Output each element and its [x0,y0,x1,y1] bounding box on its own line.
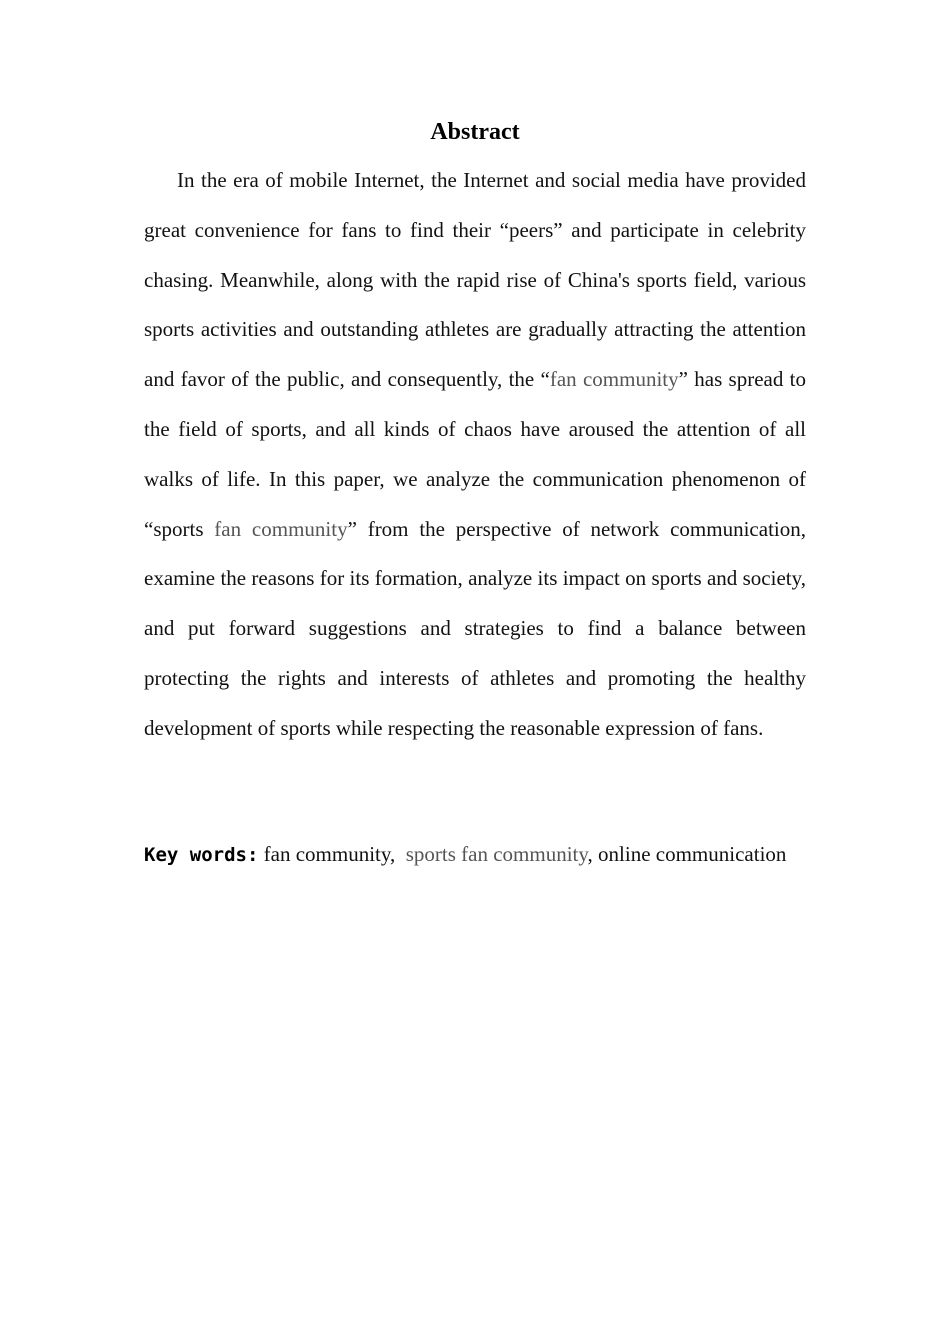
abstract-text-part: ” from the perspective of network communication, examine the reasons for its formation, analyze its impact on sports and society, and put forward suggestions and strategies to find a balance between protecting the rights and interests of athletes and promoting the healthy development of sports while respecting the reasonable expression of fans. [144,516,806,740]
keyword-online-communication: , online communication [587,842,787,866]
abstract-text-part: ” has spread to the field of sports, and all kinds of chaos have aroused the attention of all walks of life. In this paper, we analyze the communication phenomenon of “sports [144,367,806,541]
keywords-line [144,830,806,880]
abstract-term-fan-community: fan community [214,516,348,541]
abstract-term-fan-community: fan community [549,367,679,392]
keyword-sports-fan-community: sports fan community [405,842,588,866]
abstract-body [144,156,806,754]
keyword-fan-community: fan community, [263,842,396,866]
keywords-label: Key words: [144,844,259,866]
abstract-title: Abstract [430,119,520,145]
abstract-text-part: In the era of mobile Internet, the Internet and social media have provided great convenience for fans to find their “peers” and participate in celebrity chasing. Meanwhile, along with the rapid rise of China's sports field, various sports activities and outstanding athletes are gradually attracting the attention and favor of the public, and consequently, the “ [144,168,806,392]
